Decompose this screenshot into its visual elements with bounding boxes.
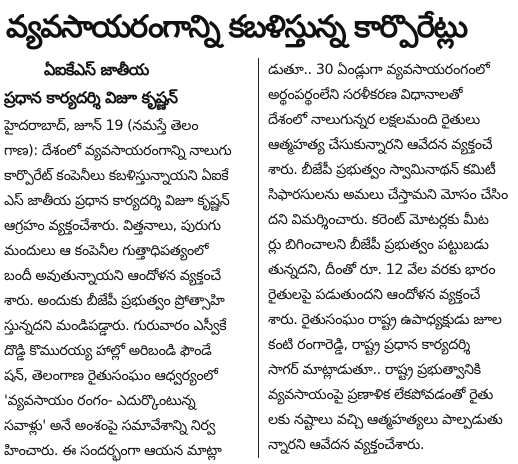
body-text-line: 'వ్యవసాయం రంగం- ఎదుర్కొంటున్న: [4, 393, 196, 409]
right-body: [268, 58, 514, 458]
body-text-line: దొడ్డి కొమురయ్య హాల్లో అరిబండి ఫౌండే: [4, 343, 212, 359]
body-text-line: శారు. బీజేపీ ప్రభుత్వం స్వామినాథన్ కమిటీ: [268, 162, 496, 178]
body-text-line: డుతూ.. 30 ఏండ్లుగా వ్యవసాయరంగంలో: [268, 62, 490, 78]
body-text-line: గాణ): దేశంలో వ్యవసాయరంగాన్ని నాలుగు: [4, 143, 232, 159]
body-text-line: ర్లు బిగించాలని బీజేపీ ప్రభుత్వం పట్టుబడు: [268, 237, 489, 253]
body-text-line: దని విమర్శించారు. కరెంట్ మోటర్లకు మీట: [268, 212, 489, 228]
right-column: [268, 58, 514, 458]
body-text-line: శారు. అందుకు బీజేపీ ప్రభుత్వం ప్రోత్సాహి: [4, 293, 225, 309]
byline-line-2: ప్రధాన కార్యదర్శి విజూ కృష్ణన్: [4, 88, 178, 107]
byline-line-1: ఏఐకేఎస్ జాతీయ: [44, 60, 149, 79]
body-text-line: హించారు. ఈ సందర్భంగా ఆయన మాట్లా: [4, 443, 222, 459]
body-text-line: హైదరాబాద్, జూన్ 19 (నమస్తే తెలం: [4, 118, 199, 134]
body-text-line: ఎస్ జాతీయ ప్రధాన కార్యదర్శి విజూ కృష్ణన్: [4, 193, 230, 209]
body-text-line: అర్థంపర్థంలేని సరళీకరణ విధానాలతో: [268, 87, 463, 103]
column-divider: [258, 58, 259, 458]
body-text-line: కార్పొరేట్ కంపెనీలు కబళిస్తున్నాయని ఏఐకే: [4, 168, 229, 184]
body-text-line: ఆత్మహత్య చేసుకున్నారని ఆవేదన వ్యక్తంచే: [268, 137, 493, 153]
headline: వ్యవసాయరంగాన్ని కబళిస్తున్న కార్పొరేట్లు: [6, 9, 467, 45]
body-text-line: వ్యవసాయంపై ప్రణాళిక లేకపోవడంతో రైతు: [268, 387, 493, 403]
body-text-line: తున్నదని, దీంతో రూ. 12 వేల వరకు భారం: [268, 262, 496, 278]
body-text-line: కంటి రంగారెడ్డి, రాష్ట్ర ప్రధాన కార్యదర్శి: [268, 337, 470, 353]
body-text-line: షన్, తెలంగాణ రైతుసంఘం ఆధ్వర్యంలో: [4, 368, 218, 384]
body-text-line: శారు. రైతుసంఘం రాష్ట్ర ఉపాధ్యక్షుడు జూల: [268, 312, 502, 328]
body-text-line: మందులు ఆ కంపెనీల గుత్తాధిపత్యంలో: [4, 243, 209, 259]
left-column: [4, 58, 254, 464]
body-text-line: దేశంలో నాలుగున్నర లక్షలమంది రైతులు: [268, 112, 480, 128]
body-text-line: సాగర్ మాట్లాడుతూ.. రాష్ట్ర ప్రభుత్వానికి: [268, 362, 481, 378]
body-text-line: సవాళ్లు' అనే అంశంపై సమావేశాన్ని నిర్వ: [4, 418, 216, 434]
body-text-line: ఆగ్రహం వ్యక్తంచేశారు. విత్తనాలు, పురుగు: [4, 218, 221, 234]
left-body: [4, 114, 254, 464]
body-text-line: రైతులపై పడుతుందని ఆందోళన వ్యక్తంచే: [268, 287, 480, 303]
body-text-line: లకు నష్టాలు వచ్చి ఆత్మహత్యలు పాల్పడుతు: [268, 412, 503, 428]
body-text-line: బందీ అవుతున్నాయని ఆందోళన వ్యక్తంచే: [4, 268, 221, 284]
body-text-line: న్నారని ఆవేదన వ్యక్తంచేశారు.: [268, 437, 425, 453]
body-text-line: స్తున్నదని మండిపడ్డారు. గురువారం ఎస్వీకే: [4, 318, 227, 334]
body-text-line: సిఫారసులను అమలు చేస్తామని మోసం చేసిం: [268, 187, 508, 203]
